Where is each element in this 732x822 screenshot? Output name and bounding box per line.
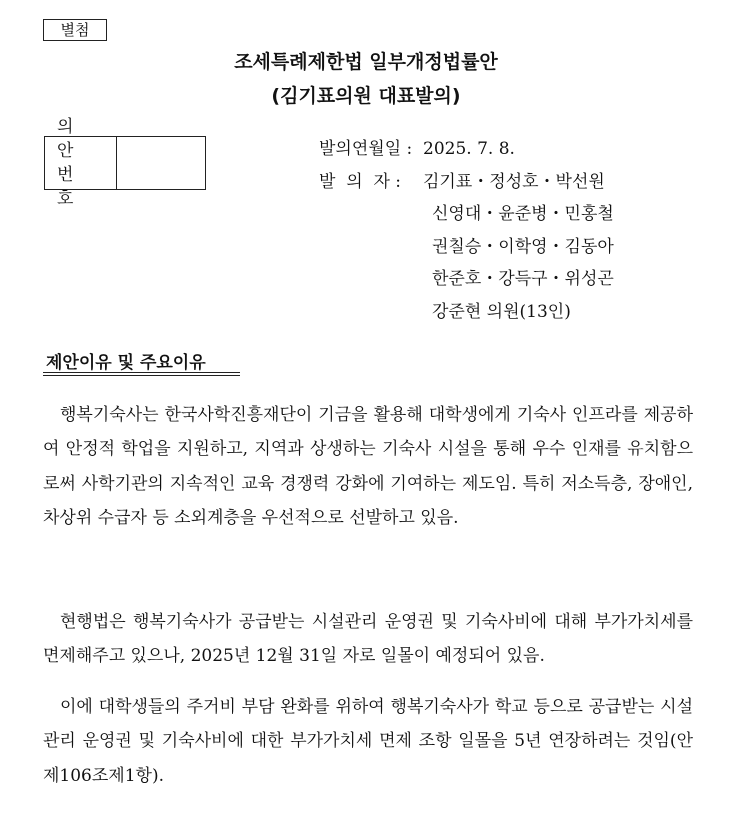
bill-number-value xyxy=(117,137,205,189)
bill-title: 조세특례제한법 일부개정법률안 xyxy=(234,51,498,73)
proposer-line: 신영대・윤준병・민홍철 xyxy=(432,204,614,224)
section-heading: 제안이유 및 주요이유 xyxy=(46,353,206,373)
attachment-label: 별첨 xyxy=(43,19,107,41)
proposal-info xyxy=(319,136,614,331)
proposer-line: 권칠승・이학영・김동아 xyxy=(432,236,614,257)
proposer-row xyxy=(319,169,614,202)
proposer-line: 강준현 의원(13인) xyxy=(432,301,571,322)
proposer-label: 발 의 자 : xyxy=(319,171,402,192)
bill-number-label-line1: 의 안 xyxy=(57,117,84,161)
body-paragraph: 이에 대학생들의 주거비 부담 완화를 위하여 행복기숙사가 학교 등으로 공급받는 시설관리 운영권 및 기숙사비에 대한 부가가치세 면제 조항 일몰을 5년 연장하려는 것임(안 제106조제1항). xyxy=(43,697,693,786)
bill-subtitle: (김기표의원 대표발의) xyxy=(271,85,461,107)
section-heading-underline xyxy=(43,372,240,376)
proposal-date-row xyxy=(319,136,614,169)
proposal-date-label: 발의연월일 : xyxy=(319,139,413,159)
bill-number-label-line2: 번 호 xyxy=(57,165,84,209)
proposer-line: 김기표・정성호・박선원 xyxy=(423,171,605,192)
proposal-date-value: 2025. 7. 8. xyxy=(423,139,515,159)
bill-number-table xyxy=(44,117,206,209)
proposer-line: 한준호・강득구・위성곤 xyxy=(432,269,614,289)
body-paragraph: 행복기숙사는 한국사학진흥재단이 기금을 활용해 대학생에게 기숙사 인프라를 제공하여 안정적 학업을 지원하고, 지역과 상생하는 기숙사 시설을 통해 우수 인재를 유치함으로써 사학기관의 지속적인 교육 경쟁력 강화에 기여하는 제도임. 특히 저소득층, 장애인, 차상위 수급자 등 소외계층을 우선적으로 선발하고 있음. xyxy=(43,405,693,529)
bill-number-label xyxy=(45,117,117,209)
body-paragraph: 현행법은 행복기숙사가 공급받는 시설관리 운영권 및 기숙사비에 대해 부가가치세를 면제해주고 있으나, 2025년 12월 31일 자로 일몰이 예정되어 있음. xyxy=(43,612,693,667)
